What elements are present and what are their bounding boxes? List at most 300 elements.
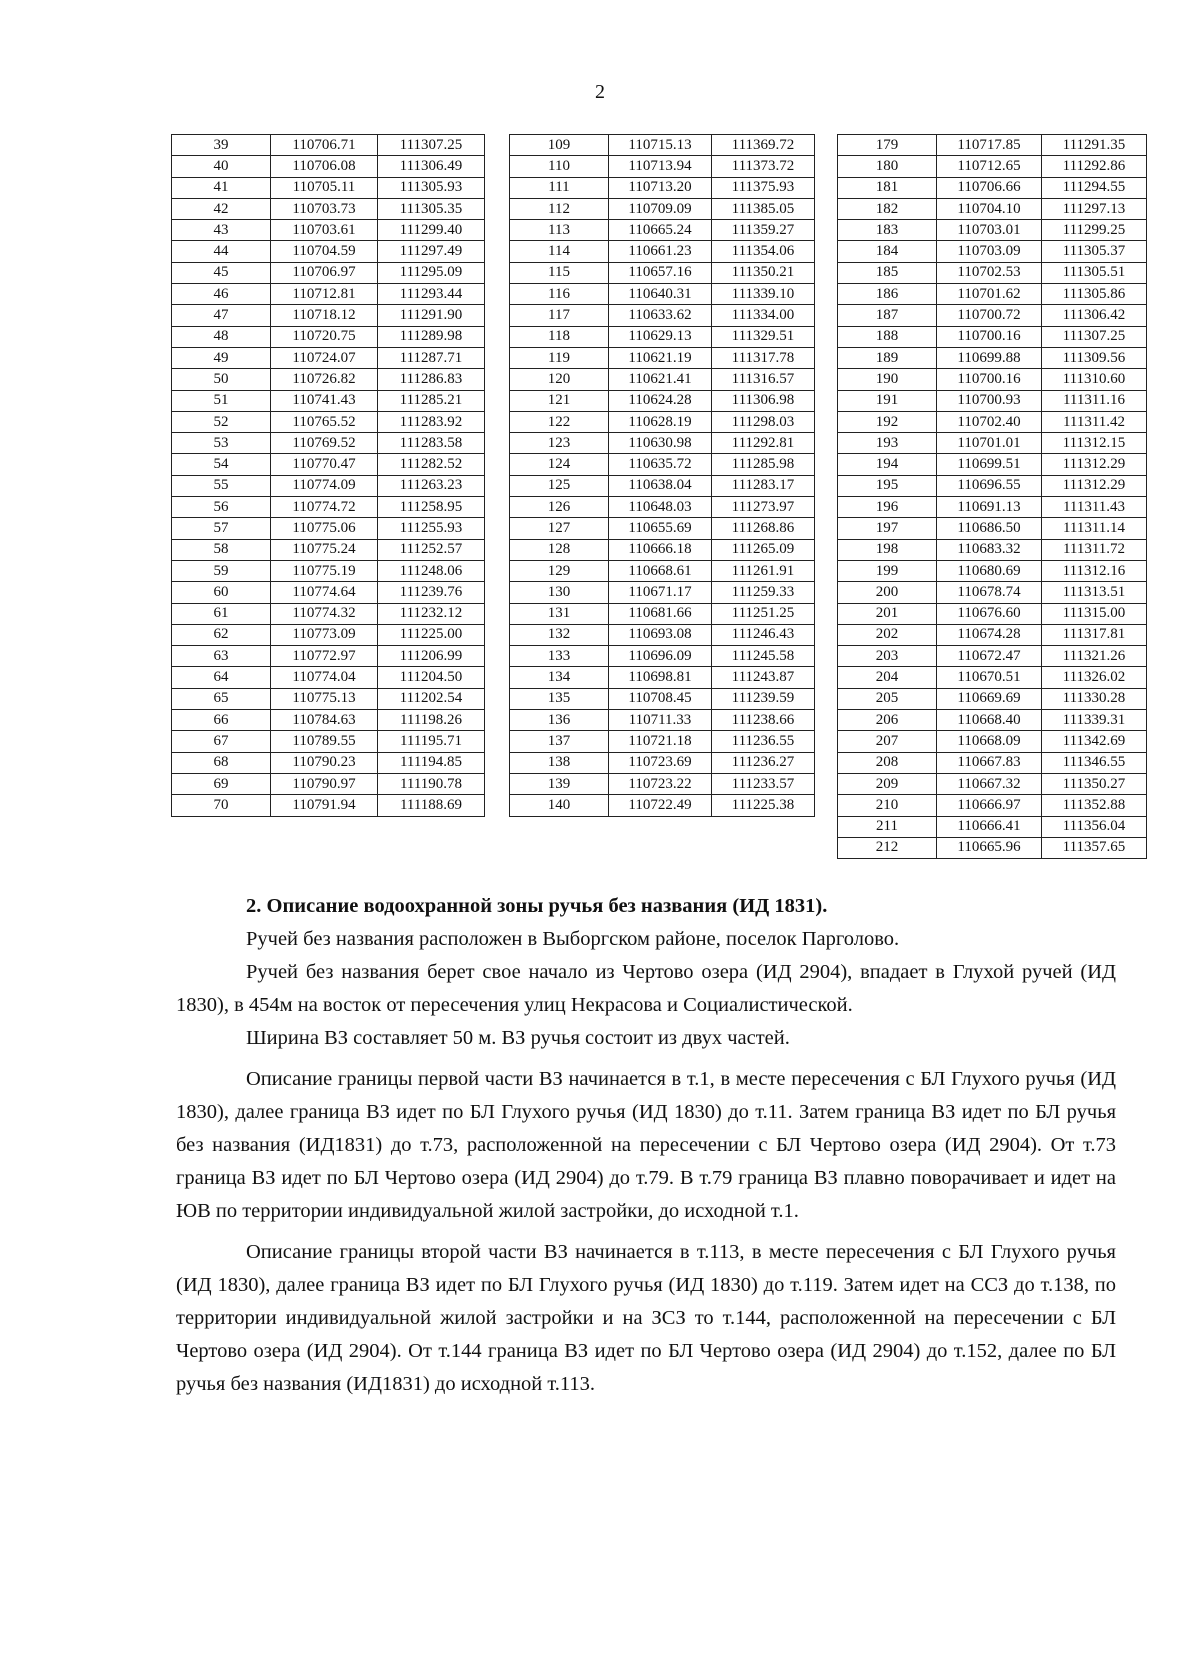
point-number-cell: 61 (172, 603, 271, 624)
point-number-cell: 60 (172, 582, 271, 603)
y-coordinate-cell: 111263.23 (378, 475, 485, 496)
x-coordinate-cell: 110741.43 (271, 390, 378, 411)
point-number-cell: 109 (510, 135, 609, 156)
y-coordinate-cell: 111251.25 (712, 603, 815, 624)
point-number-cell: 49 (172, 347, 271, 368)
y-coordinate-cell: 111292.86 (1042, 156, 1147, 177)
x-coordinate-cell: 110666.41 (937, 816, 1042, 837)
table-row (172, 241, 485, 262)
table-row (172, 539, 485, 560)
coordinates-table-3 (837, 134, 1147, 859)
point-number-cell: 202 (838, 624, 937, 645)
point-number-cell: 121 (510, 390, 609, 411)
table-row (172, 667, 485, 688)
point-number-cell: 193 (838, 433, 937, 454)
x-coordinate-cell: 110700.16 (937, 326, 1042, 347)
x-coordinate-cell: 110640.31 (609, 284, 712, 305)
x-coordinate-cell: 110721.18 (609, 731, 712, 752)
x-coordinate-cell: 110676.60 (937, 603, 1042, 624)
y-coordinate-cell: 111317.81 (1042, 624, 1147, 645)
table-row (172, 560, 485, 581)
table-row (838, 773, 1147, 794)
y-coordinate-cell: 111268.86 (712, 518, 815, 539)
point-number-cell: 43 (172, 220, 271, 241)
table-row (838, 475, 1147, 496)
point-number-cell: 65 (172, 688, 271, 709)
table-row (838, 624, 1147, 645)
table-row (510, 603, 815, 624)
point-number-cell: 196 (838, 497, 937, 518)
table-row (510, 539, 815, 560)
point-number-cell: 42 (172, 198, 271, 219)
point-number-cell: 137 (510, 731, 609, 752)
y-coordinate-cell: 111190.78 (378, 773, 485, 794)
x-coordinate-cell: 110680.69 (937, 560, 1042, 581)
x-coordinate-cell: 110635.72 (609, 454, 712, 475)
y-coordinate-cell: 111373.72 (712, 156, 815, 177)
y-coordinate-cell: 111311.72 (1042, 539, 1147, 560)
y-coordinate-cell: 111236.27 (712, 752, 815, 773)
x-coordinate-cell: 110703.01 (937, 220, 1042, 241)
table-row (510, 710, 815, 731)
y-coordinate-cell: 111285.98 (712, 454, 815, 475)
point-number-cell: 45 (172, 262, 271, 283)
x-coordinate-cell: 110774.09 (271, 475, 378, 496)
point-number-cell: 180 (838, 156, 937, 177)
point-number-cell: 186 (838, 284, 937, 305)
table-row (510, 262, 815, 283)
point-number-cell: 126 (510, 497, 609, 518)
section-heading: 2. Описание водоохранной зоны ручья без названия (ИД 1831). (246, 895, 828, 917)
x-coordinate-cell: 110691.13 (937, 497, 1042, 518)
table-row (172, 433, 485, 454)
point-number-cell: 118 (510, 326, 609, 347)
table-row (510, 177, 815, 198)
table-row (172, 497, 485, 518)
x-coordinate-cell: 110633.62 (609, 305, 712, 326)
point-number-cell: 64 (172, 667, 271, 688)
y-coordinate-cell: 111311.43 (1042, 497, 1147, 518)
y-coordinate-cell: 111293.44 (378, 284, 485, 305)
y-coordinate-cell: 111287.71 (378, 347, 485, 368)
point-number-cell: 179 (838, 135, 937, 156)
x-coordinate-cell: 110773.09 (271, 624, 378, 645)
table-row (838, 667, 1147, 688)
x-coordinate-cell: 110711.33 (609, 710, 712, 731)
point-number-cell: 111 (510, 177, 609, 198)
x-coordinate-cell: 110638.04 (609, 475, 712, 496)
x-coordinate-cell: 110667.32 (937, 773, 1042, 794)
x-coordinate-cell: 110701.62 (937, 284, 1042, 305)
y-coordinate-cell: 111305.51 (1042, 262, 1147, 283)
x-coordinate-cell: 110775.13 (271, 688, 378, 709)
table-row (172, 220, 485, 241)
y-coordinate-cell: 111369.72 (712, 135, 815, 156)
y-coordinate-cell: 111258.95 (378, 497, 485, 518)
point-number-cell: 70 (172, 795, 271, 816)
point-number-cell: 206 (838, 710, 937, 731)
y-coordinate-cell: 111239.59 (712, 688, 815, 709)
table-row (172, 262, 485, 283)
point-number-cell: 210 (838, 795, 937, 816)
y-coordinate-cell: 111295.09 (378, 262, 485, 283)
y-coordinate-cell: 111305.86 (1042, 284, 1147, 305)
y-coordinate-cell: 111299.25 (1042, 220, 1147, 241)
table-row (510, 326, 815, 347)
x-coordinate-cell: 110712.81 (271, 284, 378, 305)
table-row (510, 731, 815, 752)
point-number-cell: 135 (510, 688, 609, 709)
table-row (838, 795, 1147, 816)
table-row (510, 518, 815, 539)
table-row (510, 773, 815, 794)
y-coordinate-cell: 111283.17 (712, 475, 815, 496)
y-coordinate-cell: 111326.02 (1042, 667, 1147, 688)
y-coordinate-cell: 111252.57 (378, 539, 485, 560)
point-number-cell: 190 (838, 369, 937, 390)
point-number-cell: 44 (172, 241, 271, 262)
x-coordinate-cell: 110784.63 (271, 710, 378, 731)
x-coordinate-cell: 110699.51 (937, 454, 1042, 475)
table-row (838, 497, 1147, 518)
table-row (510, 475, 815, 496)
table-row (510, 305, 815, 326)
point-number-cell: 200 (838, 582, 937, 603)
table-row (838, 156, 1147, 177)
point-number-cell: 133 (510, 646, 609, 667)
y-coordinate-cell: 111291.90 (378, 305, 485, 326)
y-coordinate-cell: 111309.56 (1042, 347, 1147, 368)
point-number-cell: 199 (838, 560, 937, 581)
table-row (172, 731, 485, 752)
y-coordinate-cell: 111321.26 (1042, 646, 1147, 667)
y-coordinate-cell: 111346.55 (1042, 752, 1147, 773)
table-row (172, 454, 485, 475)
table-row (838, 816, 1147, 837)
x-coordinate-cell: 110674.28 (937, 624, 1042, 645)
y-coordinate-cell: 111352.88 (1042, 795, 1147, 816)
x-coordinate-cell: 110717.85 (937, 135, 1042, 156)
x-coordinate-cell: 110629.13 (609, 326, 712, 347)
x-coordinate-cell: 110667.83 (937, 752, 1042, 773)
y-coordinate-cell: 111283.58 (378, 433, 485, 454)
x-coordinate-cell: 110621.41 (609, 369, 712, 390)
point-number-cell: 134 (510, 667, 609, 688)
x-coordinate-cell: 110668.61 (609, 560, 712, 581)
table-row (172, 369, 485, 390)
table-row (172, 135, 485, 156)
y-coordinate-cell: 111195.71 (378, 731, 485, 752)
point-number-cell: 184 (838, 241, 937, 262)
table-row (172, 582, 485, 603)
point-number-cell: 66 (172, 710, 271, 731)
point-number-cell: 129 (510, 560, 609, 581)
x-coordinate-cell: 110724.07 (271, 347, 378, 368)
x-coordinate-cell: 110686.50 (937, 518, 1042, 539)
y-coordinate-cell: 111245.58 (712, 646, 815, 667)
point-number-cell: 46 (172, 284, 271, 305)
table-row (838, 582, 1147, 603)
point-number-cell: 119 (510, 347, 609, 368)
x-coordinate-cell: 110715.13 (609, 135, 712, 156)
table-row (838, 837, 1147, 858)
y-coordinate-cell: 111294.55 (1042, 177, 1147, 198)
point-number-cell: 183 (838, 220, 937, 241)
x-coordinate-cell: 110709.09 (609, 198, 712, 219)
table-row (510, 198, 815, 219)
y-coordinate-cell: 111198.26 (378, 710, 485, 731)
point-number-cell: 120 (510, 369, 609, 390)
y-coordinate-cell: 111291.35 (1042, 135, 1147, 156)
x-coordinate-cell: 110665.96 (937, 837, 1042, 858)
x-coordinate-cell: 110713.20 (609, 177, 712, 198)
point-number-cell: 204 (838, 667, 937, 688)
x-coordinate-cell: 110706.71 (271, 135, 378, 156)
x-coordinate-cell: 110774.04 (271, 667, 378, 688)
table-row (172, 795, 485, 816)
y-coordinate-cell: 111317.78 (712, 347, 815, 368)
table-row (838, 454, 1147, 475)
y-coordinate-cell: 111289.98 (378, 326, 485, 347)
y-coordinate-cell: 111315.00 (1042, 603, 1147, 624)
x-coordinate-cell: 110718.12 (271, 305, 378, 326)
point-number-cell: 57 (172, 518, 271, 539)
point-number-cell: 39 (172, 135, 271, 156)
y-coordinate-cell: 111188.69 (378, 795, 485, 816)
x-coordinate-cell: 110774.32 (271, 603, 378, 624)
y-coordinate-cell: 111306.42 (1042, 305, 1147, 326)
table-row (838, 603, 1147, 624)
table-row (510, 624, 815, 645)
table-row (510, 411, 815, 432)
x-coordinate-cell: 110723.22 (609, 773, 712, 794)
y-coordinate-cell: 111311.16 (1042, 390, 1147, 411)
y-coordinate-cell: 111204.50 (378, 667, 485, 688)
table-row (838, 560, 1147, 581)
y-coordinate-cell: 111312.15 (1042, 433, 1147, 454)
table-row (838, 390, 1147, 411)
point-number-cell: 139 (510, 773, 609, 794)
y-coordinate-cell: 111202.54 (378, 688, 485, 709)
table-row (838, 518, 1147, 539)
x-coordinate-cell: 110770.47 (271, 454, 378, 475)
point-number-cell: 112 (510, 198, 609, 219)
x-coordinate-cell: 110704.59 (271, 241, 378, 262)
x-coordinate-cell: 110702.53 (937, 262, 1042, 283)
y-coordinate-cell: 111285.21 (378, 390, 485, 411)
x-coordinate-cell: 110699.88 (937, 347, 1042, 368)
table-row (510, 241, 815, 262)
point-number-cell: 63 (172, 646, 271, 667)
table-row (510, 795, 815, 816)
point-number-cell: 50 (172, 369, 271, 390)
y-coordinate-cell: 111273.97 (712, 497, 815, 518)
x-coordinate-cell: 110657.16 (609, 262, 712, 283)
table-row (838, 220, 1147, 241)
point-number-cell: 201 (838, 603, 937, 624)
x-coordinate-cell: 110683.32 (937, 539, 1042, 560)
point-number-cell: 110 (510, 156, 609, 177)
table-row (510, 347, 815, 368)
paragraph-source: Ручей без названия берет свое начало из Чертово озера (ИД 2904), впадает в Глухой ручей (ИД 1830), в 454м на восток от пересечения улиц Некрасова и Социалистической. (176, 961, 1116, 1016)
point-number-cell: 58 (172, 539, 271, 560)
coordinates-table-1 (171, 134, 485, 817)
point-number-cell: 212 (838, 837, 937, 858)
y-coordinate-cell: 111329.51 (712, 326, 815, 347)
y-coordinate-cell: 111311.14 (1042, 518, 1147, 539)
table-row (510, 582, 815, 603)
y-coordinate-cell: 111342.69 (1042, 731, 1147, 752)
x-coordinate-cell: 110713.94 (609, 156, 712, 177)
x-coordinate-cell: 110706.66 (937, 177, 1042, 198)
table-row (172, 710, 485, 731)
table-row (172, 688, 485, 709)
y-coordinate-cell: 111313.51 (1042, 582, 1147, 603)
x-coordinate-cell: 110722.49 (609, 795, 712, 816)
point-number-cell: 117 (510, 305, 609, 326)
y-coordinate-cell: 111194.85 (378, 752, 485, 773)
y-coordinate-cell: 111357.65 (1042, 837, 1147, 858)
table-row (172, 156, 485, 177)
y-coordinate-cell: 111248.06 (378, 560, 485, 581)
table-row (172, 326, 485, 347)
y-coordinate-cell: 111233.57 (712, 773, 815, 794)
table-row (172, 475, 485, 496)
table-row (172, 752, 485, 773)
y-coordinate-cell: 111255.93 (378, 518, 485, 539)
point-number-cell: 122 (510, 411, 609, 432)
point-number-cell: 59 (172, 560, 271, 581)
x-coordinate-cell: 110775.19 (271, 560, 378, 581)
y-coordinate-cell: 111297.13 (1042, 198, 1147, 219)
x-coordinate-cell: 110705.11 (271, 177, 378, 198)
y-coordinate-cell: 111350.27 (1042, 773, 1147, 794)
table-row (838, 646, 1147, 667)
y-coordinate-cell: 111334.00 (712, 305, 815, 326)
y-coordinate-cell: 111350.21 (712, 262, 815, 283)
y-coordinate-cell: 111312.29 (1042, 454, 1147, 475)
y-coordinate-cell: 111306.98 (712, 390, 815, 411)
y-coordinate-cell: 111243.87 (712, 667, 815, 688)
y-coordinate-cell: 111283.92 (378, 411, 485, 432)
x-coordinate-cell: 110624.28 (609, 390, 712, 411)
y-coordinate-cell: 111339.31 (1042, 710, 1147, 731)
point-number-cell: 188 (838, 326, 937, 347)
point-number-cell: 123 (510, 433, 609, 454)
y-coordinate-cell: 111354.06 (712, 241, 815, 262)
point-number-cell: 55 (172, 475, 271, 496)
y-coordinate-cell: 111261.91 (712, 560, 815, 581)
table-row (172, 773, 485, 794)
point-number-cell: 127 (510, 518, 609, 539)
y-coordinate-cell: 111359.27 (712, 220, 815, 241)
table-row (510, 667, 815, 688)
y-coordinate-cell: 111307.25 (378, 135, 485, 156)
x-coordinate-cell: 110720.75 (271, 326, 378, 347)
table-row (510, 284, 815, 305)
table-row (838, 752, 1147, 773)
point-number-cell: 115 (510, 262, 609, 283)
paragraph-location: Ручей без названия расположен в Выборгском районе, поселок Парголово. (246, 928, 900, 950)
x-coordinate-cell: 110698.81 (609, 667, 712, 688)
table-row (172, 518, 485, 539)
table-row (510, 752, 815, 773)
table-row (838, 284, 1147, 305)
table-row (838, 135, 1147, 156)
point-number-cell: 54 (172, 454, 271, 475)
x-coordinate-cell: 110630.98 (609, 433, 712, 454)
table-row (172, 177, 485, 198)
point-number-cell: 197 (838, 518, 937, 539)
x-coordinate-cell: 110696.09 (609, 646, 712, 667)
y-coordinate-cell: 111298.03 (712, 411, 815, 432)
x-coordinate-cell: 110726.82 (271, 369, 378, 390)
table-row (838, 539, 1147, 560)
point-number-cell: 47 (172, 305, 271, 326)
y-coordinate-cell: 111232.12 (378, 603, 485, 624)
x-coordinate-cell: 110671.17 (609, 582, 712, 603)
y-coordinate-cell: 111259.33 (712, 582, 815, 603)
table-row (510, 688, 815, 709)
y-coordinate-cell: 111312.16 (1042, 560, 1147, 581)
x-coordinate-cell: 110628.19 (609, 411, 712, 432)
y-coordinate-cell: 111375.93 (712, 177, 815, 198)
point-number-cell: 51 (172, 390, 271, 411)
y-coordinate-cell: 111305.35 (378, 198, 485, 219)
table-row (838, 305, 1147, 326)
table-row (838, 731, 1147, 752)
point-number-cell: 182 (838, 198, 937, 219)
point-number-cell: 207 (838, 731, 937, 752)
y-coordinate-cell: 111297.49 (378, 241, 485, 262)
y-coordinate-cell: 111356.04 (1042, 816, 1147, 837)
table-row (510, 156, 815, 177)
x-coordinate-cell: 110703.73 (271, 198, 378, 219)
table-row (172, 390, 485, 411)
x-coordinate-cell: 110702.40 (937, 411, 1042, 432)
table-row (510, 497, 815, 518)
x-coordinate-cell: 110693.08 (609, 624, 712, 645)
x-coordinate-cell: 110704.10 (937, 198, 1042, 219)
x-coordinate-cell: 110672.47 (937, 646, 1042, 667)
x-coordinate-cell: 110774.64 (271, 582, 378, 603)
point-number-cell: 130 (510, 582, 609, 603)
y-coordinate-cell: 111385.05 (712, 198, 815, 219)
table-row (510, 454, 815, 475)
y-coordinate-cell: 111286.83 (378, 369, 485, 390)
point-number-cell: 68 (172, 752, 271, 773)
table-row (510, 433, 815, 454)
point-number-cell: 67 (172, 731, 271, 752)
y-coordinate-cell: 111239.76 (378, 582, 485, 603)
point-number-cell: 192 (838, 411, 937, 432)
x-coordinate-cell: 110772.97 (271, 646, 378, 667)
paragraph-width: Ширина ВЗ составляет 50 м. ВЗ ручья состоит из двух частей. (246, 1027, 790, 1049)
point-number-cell: 48 (172, 326, 271, 347)
y-coordinate-cell: 111310.60 (1042, 369, 1147, 390)
y-coordinate-cell: 111330.28 (1042, 688, 1147, 709)
x-coordinate-cell: 110703.09 (937, 241, 1042, 262)
x-coordinate-cell: 110700.72 (937, 305, 1042, 326)
x-coordinate-cell: 110700.93 (937, 390, 1042, 411)
table-row (510, 369, 815, 390)
table-row (172, 624, 485, 645)
x-coordinate-cell: 110701.01 (937, 433, 1042, 454)
x-coordinate-cell: 110790.97 (271, 773, 378, 794)
x-coordinate-cell: 110765.52 (271, 411, 378, 432)
point-number-cell: 125 (510, 475, 609, 496)
x-coordinate-cell: 110670.51 (937, 667, 1042, 688)
